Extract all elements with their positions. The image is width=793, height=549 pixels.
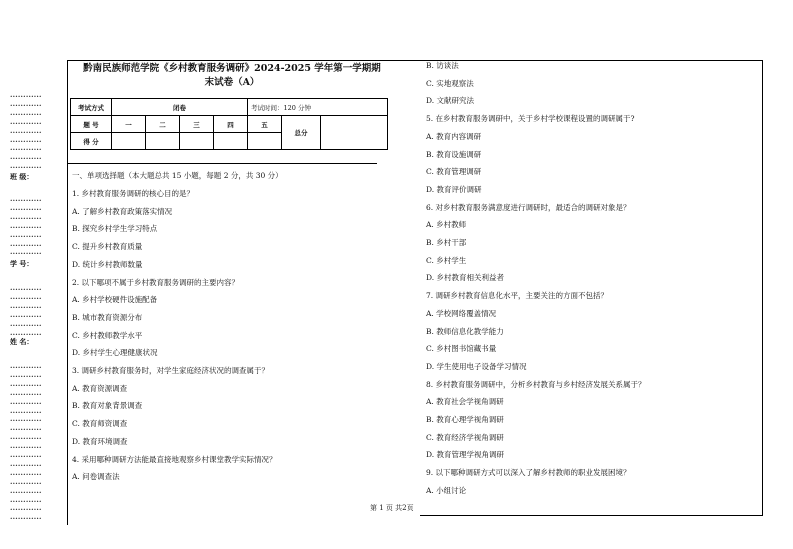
name-label: 姓 名： bbox=[10, 337, 34, 346]
answer-option: B. 城市教育资源分布 bbox=[72, 312, 143, 322]
binding-dots: ············ bbox=[10, 416, 42, 426]
binding-dots: ············ bbox=[10, 363, 42, 372]
score-table bbox=[70, 98, 388, 150]
binding-dots: ············ bbox=[10, 136, 42, 146]
title-line-2: 末试卷（A） bbox=[204, 77, 260, 88]
answer-option: C. 乡村教师教学水平 bbox=[72, 330, 143, 340]
frame-border-right bbox=[762, 60, 763, 515]
question-stem: 9. 以下哪种调研方式可以深入了解乡村教师的职业发展困境？ bbox=[426, 468, 631, 478]
answer-option: C. 乡村学生 bbox=[426, 255, 467, 265]
binding-dots: ············ bbox=[10, 249, 42, 259]
binding-dots: ············ bbox=[10, 505, 42, 515]
answer-option: C. 教育经济学视角调研 bbox=[426, 432, 504, 442]
column-4: 四 bbox=[214, 116, 248, 133]
binding-dots: ············ bbox=[10, 496, 42, 506]
answer-option: D. 乡村教育相关利益者 bbox=[426, 273, 505, 283]
binding-line bbox=[67, 60, 68, 525]
exam-mode-label: 考试方式 bbox=[71, 99, 112, 116]
binding-dots: ············ bbox=[10, 514, 42, 524]
binding-dots: ············ bbox=[10, 231, 42, 241]
binding-dots: ············ bbox=[10, 469, 42, 479]
binding-dots: ············ bbox=[10, 487, 42, 497]
answer-option: D. 文献研究法 bbox=[426, 96, 475, 106]
column-5: 五 bbox=[248, 116, 282, 133]
binding-dots: ············ bbox=[10, 380, 42, 390]
binding-dots: ············ bbox=[10, 311, 42, 321]
answer-option: A. 乡村学校硬件设施配备 bbox=[72, 295, 158, 305]
page-footer: 第 1 页 共2页 bbox=[370, 504, 414, 512]
question-stem: 4. 采用哪种调研方法能最直接地观察乡村课堂教学实际情况？ bbox=[72, 454, 277, 464]
answer-option: B. 乡村干部 bbox=[426, 238, 467, 247]
binding-dots: ············ bbox=[10, 443, 42, 453]
answer-option: B. 探究乡村学生学习特点 bbox=[72, 224, 158, 234]
total-score-cell bbox=[321, 116, 388, 150]
question-no-label: 题 号 bbox=[71, 116, 112, 133]
binding-dots: ············ bbox=[10, 127, 42, 137]
answer-option: A. 教育社会学视角调研 bbox=[426, 397, 504, 407]
answer-option: A. 学校网络覆盖情况 bbox=[426, 308, 497, 318]
binding-dots: ············ bbox=[10, 460, 42, 470]
answer-option: D. 学生使用电子设备学习情况 bbox=[426, 361, 527, 371]
binding-dots: ············ bbox=[10, 285, 42, 294]
binding-dots: ············ bbox=[10, 163, 42, 173]
answer-option: C. 教育管理调研 bbox=[426, 167, 482, 177]
column-2: 二 bbox=[146, 116, 180, 133]
exam-title bbox=[72, 62, 392, 90]
frame-border-top bbox=[67, 60, 763, 61]
binding-dots: ············ bbox=[10, 389, 42, 399]
binding-dots: ············ bbox=[10, 302, 42, 312]
exam-mode-value: 闭卷 bbox=[112, 99, 248, 116]
binding-dots: ············ bbox=[10, 478, 42, 488]
total-label: 总分 bbox=[282, 116, 321, 150]
answer-option: C. 提升乡村教育质量 bbox=[72, 242, 143, 252]
score-label: 得 分 bbox=[71, 133, 112, 150]
binding-dots: ············ bbox=[10, 222, 42, 232]
answer-option: C. 乡村图书馆藏书量 bbox=[426, 344, 497, 354]
binding-dots: ············ bbox=[10, 118, 42, 128]
frame-border-bottom bbox=[420, 515, 763, 516]
question-stem: 3. 调研乡村教育服务时，对学生家庭经济状况的调查属于？ bbox=[72, 366, 270, 375]
title-line-1: 黔南民族师范学院《乡村教育服务调研》2024-2025 学年第一学期期 bbox=[83, 63, 381, 74]
question-stem: 8. 乡村教育服务调研中，分析乡村教育与乡村经济发展关系属于？ bbox=[426, 379, 646, 389]
binding-dots: ············ bbox=[10, 452, 42, 461]
score-cell bbox=[214, 133, 248, 150]
binding-dots: ············ bbox=[10, 196, 42, 205]
question-stem: 2. 以下哪项不属于乡村教育服务调研的主要内容？ bbox=[72, 277, 240, 287]
student-id-label: 学 号： bbox=[10, 259, 34, 268]
answer-option: A. 教育内容调研 bbox=[426, 131, 482, 141]
binding-dots: ············ bbox=[10, 204, 42, 214]
binding-dots: ············ bbox=[10, 398, 42, 408]
score-cell bbox=[180, 133, 214, 150]
question-stem: 1. 乡村教育服务调研的核心目的是？ bbox=[72, 189, 195, 198]
score-cell bbox=[248, 133, 282, 150]
column-3: 三 bbox=[180, 116, 214, 133]
score-cell bbox=[146, 133, 180, 150]
answer-option: B. 教育心理学视角调研 bbox=[426, 415, 504, 424]
binding-dots: ············ bbox=[10, 109, 42, 119]
class-label: 班 级： bbox=[10, 172, 34, 181]
binding-dots: ············ bbox=[10, 100, 42, 110]
answer-option: C. 教育师资调查 bbox=[72, 419, 128, 429]
binding-dots: ············ bbox=[10, 329, 42, 339]
binding-dots: ············ bbox=[10, 293, 42, 303]
binding-dots: ············ bbox=[10, 145, 42, 155]
binding-dots: ············ bbox=[10, 434, 42, 444]
answer-option: D. 教育环境调查 bbox=[72, 436, 128, 446]
binding-dots: ············ bbox=[10, 154, 42, 164]
column-1: 一 bbox=[112, 116, 146, 133]
answer-option: A. 小组讨论 bbox=[426, 485, 467, 495]
binding-dots: ············ bbox=[10, 320, 42, 330]
answer-option: A. 乡村教师 bbox=[426, 220, 467, 230]
answer-option: B. 访谈法 bbox=[426, 61, 459, 70]
section-heading: 一、单项选择题（本大题总共 15 小题，每题 2 分，共 30 分） bbox=[72, 171, 283, 180]
binding-dots: ············ bbox=[10, 213, 42, 223]
divider bbox=[67, 163, 377, 164]
answer-option: A. 了解乡村教育政策落实情况 bbox=[72, 206, 173, 216]
answer-option: D. 乡村学生心理健康状况 bbox=[72, 348, 158, 358]
question-stem: 6. 对乡村教育服务满意度进行调研时，最适合的调研对象是？ bbox=[426, 202, 631, 212]
answer-option: A. 问卷调查法 bbox=[72, 472, 120, 482]
answer-option: B. 教师信息化教学能力 bbox=[426, 326, 504, 336]
binding-dots: ············ bbox=[10, 92, 42, 101]
answer-option: B. 教育对象背景调查 bbox=[72, 401, 143, 411]
binding-dots: ············ bbox=[10, 371, 42, 381]
score-cell bbox=[112, 133, 146, 150]
answer-option: D. 统计乡村教师数量 bbox=[72, 259, 143, 269]
exam-time: 考试时间：120 分钟 bbox=[248, 99, 388, 116]
answer-option: D. 教育评价调研 bbox=[426, 184, 482, 194]
answer-option: B. 教育设施调研 bbox=[426, 149, 482, 159]
binding-dots: ············ bbox=[10, 240, 42, 250]
answer-option: C. 实地观察法 bbox=[426, 78, 474, 88]
question-stem: 7. 调研乡村教育信息化水平，主要关注的方面不包括？ bbox=[426, 291, 609, 301]
binding-dots: ············ bbox=[10, 407, 42, 417]
binding-dots: ············ bbox=[10, 425, 42, 435]
question-stem: 5. 在乡村教育服务调研中，关于乡村学校课程设置的调研属于? bbox=[426, 114, 635, 124]
answer-option: A. 教育资源调查 bbox=[72, 383, 128, 393]
answer-option: D. 教育管理学视角调研 bbox=[426, 450, 505, 460]
